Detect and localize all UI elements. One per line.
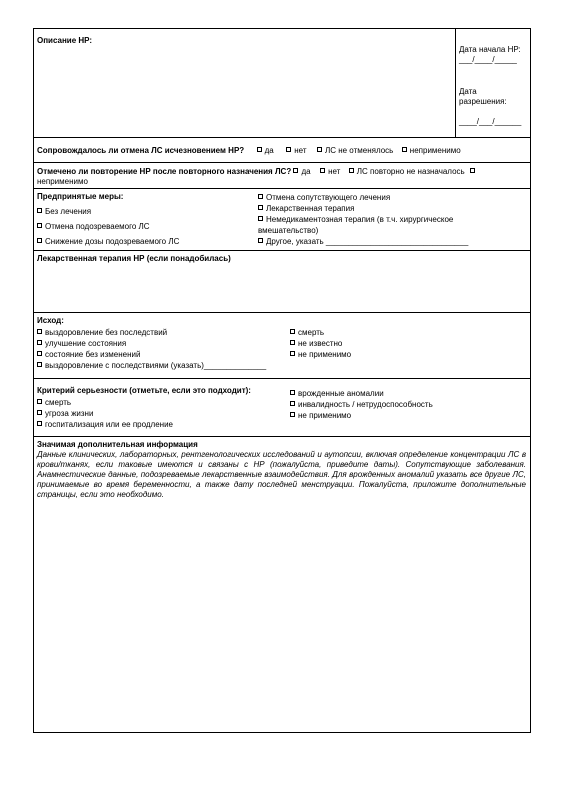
outcome-unchanged[interactable] [37,349,266,360]
serious-death-label: смерть [45,398,72,407]
withdrawal-na-checkbox[interactable] [402,147,407,152]
serious-life-threat-label: угроза жизни [45,409,94,418]
measure-no-treatment-label: Без лечения [45,207,92,216]
measure-drug-therapy[interactable] [258,203,468,214]
seriousness-right-list [290,388,433,421]
resolution-date-field[interactable]: ____/___/______ [459,117,522,126]
rechallenge-yes-checkbox[interactable] [293,168,298,173]
rechallenge-not-readministered-checkbox[interactable] [349,168,354,173]
measure-drug-therapy-checkbox[interactable] [258,205,263,210]
measures-section [34,189,530,251]
rechallenge-section [34,163,530,189]
measure-withdraw-suspect-checkbox[interactable] [37,223,42,228]
outcome-section [34,313,530,379]
serious-na[interactable] [290,410,433,421]
measure-non-drug-therapy[interactable] [258,214,468,225]
withdrawal-yes-label: да [264,146,274,155]
rechallenge-no-checkbox[interactable] [320,168,325,173]
outcome-recovered-sequelae-checkbox[interactable] [37,362,42,367]
adr-report-form [33,28,531,733]
serious-life-threat[interactable] [37,408,173,419]
serious-life-threat-checkbox[interactable] [37,410,42,415]
outcome-improved-label: улучшение состояния [45,339,127,348]
measures-left-list [37,204,179,249]
measure-withdraw-suspect[interactable] [37,219,179,234]
rechallenge-no-label: нет [328,167,341,176]
serious-na-label: не применимо [298,411,352,420]
measure-reduce-dose-label: Снижение дозы подозреваемого ЛС [45,237,180,246]
outcome-improved-checkbox[interactable] [37,340,42,345]
resolution-date-label-line2: разрешения: [459,97,507,106]
outcome-recovered-sequelae-label: выздоровление с последствиями (указать)______________ [45,361,267,370]
serious-congenital[interactable] [290,388,433,399]
withdrawal-question: Сопровождалось ли отмена ЛС исчезновением НР? [37,146,245,155]
measure-non-drug-therapy-label: Немедикаментозная терапия (в т.ч. хирургическое [266,215,454,224]
description-label: Описание НР: [37,36,93,45]
outcome-unknown[interactable] [290,338,351,349]
measure-drug-therapy-label: Лекарственная терапия [266,204,355,213]
rechallenge-na-label: неприменимо [37,177,88,186]
measure-no-treatment-checkbox[interactable] [37,208,42,213]
outcome-improved[interactable] [37,338,266,349]
outcome-recovered-checkbox[interactable] [37,329,42,334]
outcome-death-checkbox[interactable] [290,329,295,334]
outcome-recovered[interactable] [37,327,266,338]
outcome-na[interactable] [290,349,351,360]
outcome-label: Исход: [37,316,64,325]
measure-other-label: Другое, указать ________________________________ [266,237,469,246]
withdrawal-no-label: нет [294,146,307,155]
outcome-recovered-sequelae[interactable] [37,360,266,371]
serious-death[interactable] [37,397,173,408]
measure-no-treatment[interactable] [37,204,179,219]
resolution-date-label-line1: Дата [459,87,477,96]
measure-withdraw-suspect-label: Отмена подозреваемого ЛС [45,222,150,231]
seriousness-section [34,379,530,437]
outcome-unchanged-label: состояние без изменений [45,350,141,359]
withdrawal-na-label: неприменимо [409,146,461,155]
measures-right-list [258,192,468,247]
therapy-label: Лекарственная терапия НР (если понадобилась) [37,254,231,263]
outcome-recovered-label: выздоровление без последствий [45,328,168,337]
measure-withdraw-concomitant[interactable] [258,192,468,203]
serious-congenital-label: врожденные аномалии [298,389,384,398]
withdrawal-section [34,138,530,163]
therapy-section [34,251,530,313]
outcome-death-label: смерть [298,328,325,337]
outcome-left-list [37,327,266,371]
rechallenge-na-checkbox[interactable] [470,168,475,173]
measures-label: Предпринятые меры: [37,192,124,201]
serious-disability[interactable] [290,399,433,410]
outcome-unchanged-checkbox[interactable] [37,351,42,356]
measure-withdraw-concomitant-checkbox[interactable] [258,194,263,199]
description-section [34,29,530,138]
withdrawal-yes-checkbox[interactable] [257,147,262,152]
measure-other[interactable] [258,236,468,247]
measure-non-drug-therapy-cont: вмешательство) [258,226,319,235]
withdrawal-not-withdrawn-checkbox[interactable] [317,147,322,152]
additional-info-section [34,437,530,732]
serious-hospitalization-label: госпитализация или ее продление [45,420,173,429]
start-date-label: Дата начала НР: [459,45,521,54]
additional-info-instructions: Данные клинических, лабораторных, рентгенологических исследований и аутопсии, включая определение концентрации ЛС в крови/тканях, если таковые имеются и связаны с НР (пожалуйста, приведите даты). Сопутствующие заболевания. Анамнестические данные, подозреваемые лекарственные взаимодействия. Для врожденных аномалий указать все другие ЛС, принимаемые во время беременности, а также дату последней менструации. Пожалуйста, приложите дополнительные страницы, если это необходимо. [37,450,526,499]
serious-hospitalization-checkbox[interactable] [37,421,42,426]
serious-disability-label: инвалидность / нетрудоспособность [298,400,433,409]
serious-na-checkbox[interactable] [290,412,295,417]
rechallenge-yes-label: да [301,167,311,176]
serious-hospitalization[interactable] [37,419,173,430]
measure-reduce-dose[interactable] [37,234,179,249]
seriousness-label: Критерий серьезности (отметьте, если это подходит): [37,386,251,395]
serious-congenital-checkbox[interactable] [290,390,295,395]
start-date-field[interactable]: ___/____/_____ [459,55,517,64]
outcome-unknown-label: не известно [298,339,343,348]
measure-non-drug-therapy-checkbox[interactable] [258,216,263,221]
measure-withdraw-concomitant-label: Отмена сопутствующего лечения [266,193,391,202]
outcome-na-checkbox[interactable] [290,351,295,356]
additional-info-label: Значимая дополнительная информация [37,440,198,449]
dates-column [455,29,532,138]
outcome-na-label: не применимо [298,350,352,359]
rechallenge-not-readministered-label: ЛС повторно не назначалось [356,167,465,176]
measure-reduce-dose-checkbox[interactable] [37,238,42,243]
withdrawal-not-withdrawn-label: ЛС не отменялось [324,146,394,155]
rechallenge-question: Отмечено ли повторение НР после повторного назначения ЛС? [37,167,292,176]
outcome-death[interactable] [290,327,351,338]
withdrawal-no-checkbox[interactable] [286,147,291,152]
serious-death-checkbox[interactable] [37,399,42,404]
outcome-right-list [290,327,351,360]
measure-other-checkbox[interactable] [258,238,263,243]
serious-disability-checkbox[interactable] [290,401,295,406]
seriousness-left-list [37,397,173,430]
outcome-unknown-checkbox[interactable] [290,340,295,345]
